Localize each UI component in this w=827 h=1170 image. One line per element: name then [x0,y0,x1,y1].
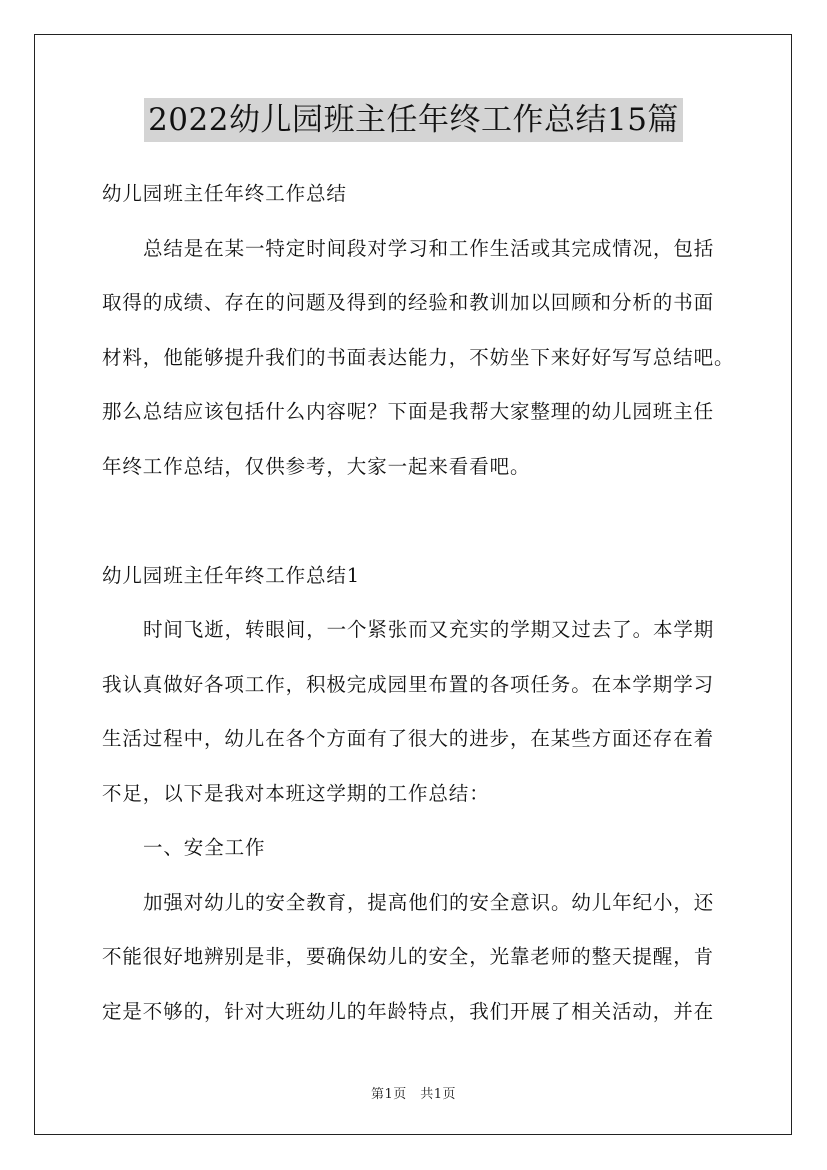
title-container [0,98,827,142]
paragraph-line: 取得的成绩、存在的问题及得到的经验和教训加以回顾和分析的书面 [102,291,715,314]
paragraph-line: 时间飞逝，转眼间，一个紧张而又充实的学期又过去了。本学期 [143,618,715,641]
paragraph-line: 生活过程中，幼儿在各个方面有了很大的进步，在某些方面还存在着 [102,727,715,750]
section-heading: 幼儿园班主任年终工作总结1 [102,563,361,587]
paragraph-line: 我认真做好各项工作，积极完成园里布置的各项任务。在本学期学习 [102,672,715,696]
subsection-heading: 一、安全工作 [143,836,266,859]
paragraph-line: 不足，以下是我对本班这学期的工作总结： [102,781,490,805]
paragraph-line: 不能很好地辨别是非，要确保幼儿的安全，光靠老师的整天提醒，肯 [102,945,715,968]
page-footer: 第1页 共1页 [370,1087,457,1102]
document-title: 2022幼儿园班主任年终工作总结15篇 [144,98,683,142]
paragraph-line: 材料，他能够提升我们的书面表达能力，不妨坐下来好好写写总结吧。 [102,345,735,369]
section-heading: 幼儿园班主任年终工作总结 [102,182,347,205]
paragraph-spacer [102,499,742,554]
paragraph-line: 年终工作总结，仅供参考，大家一起来看看吧。 [102,454,531,478]
document-body [102,172,742,1044]
paragraph-line: 那么总结应该包括什么内容呢？下面是我帮大家整理的幼儿园班主任 [102,400,715,423]
paragraph-line: 定是不够的，针对大班幼儿的年龄特点，我们开展了相关活动，并在 [102,999,715,1023]
paragraph-line: 加强对幼儿的安全教育，提高他们的安全意识。幼儿年纪小，还 [143,890,715,914]
paragraph-line: 总结是在某一特定时间段对学习和工作生活或其完成情况，包括 [143,236,715,260]
